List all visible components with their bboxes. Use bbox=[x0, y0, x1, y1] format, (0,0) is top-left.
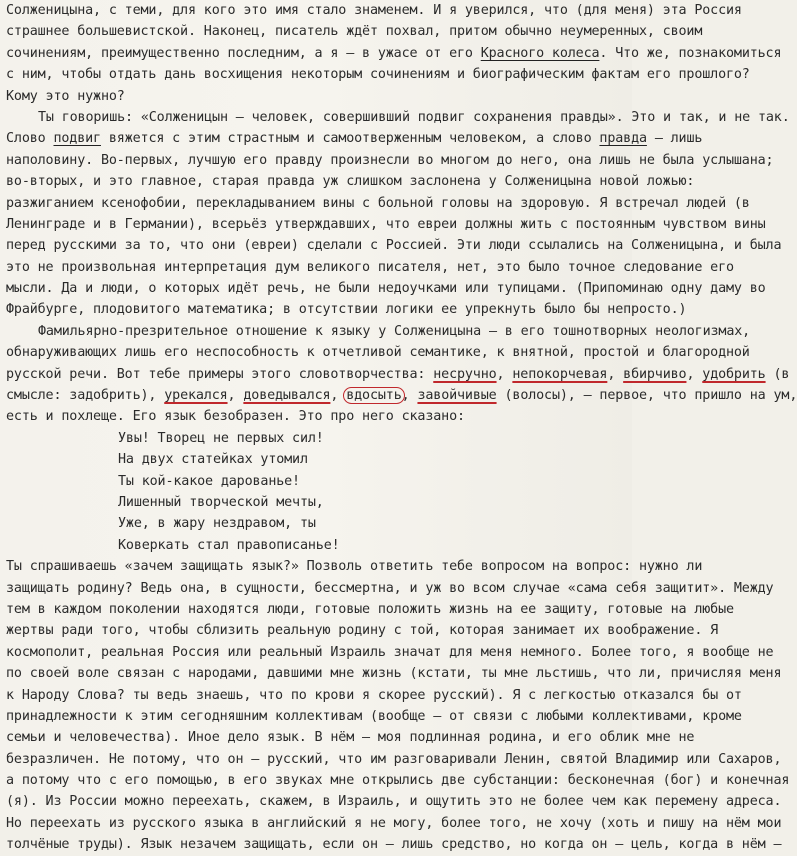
text-line: принадлежности к этим сегодняшним коллективам (вообще – от связи с любыми коллективами, кроме bbox=[6, 708, 742, 724]
text-line: Слово подвиг вяжется с этим страстным и самоотверженным человеком, а слово правда – лишь bbox=[6, 131, 703, 147]
text-line: мысли. Да и люди, о которых идёт речь, не были недоучками или тупицами. (Припоминаю одну даму во bbox=[6, 281, 766, 297]
text-line: это не произвольная интерпретация дум великого писателя, нет, это было точное следование его bbox=[6, 259, 734, 275]
text-line: Ты спрашиваешь «зачем защищать язык?» Позволь ответить тебе вопросом на вопрос: нужно ли bbox=[6, 559, 703, 575]
text-line: во-вторых, и это главное, старая правда уж слишком заслонена у Солженицына новой ложью: bbox=[6, 174, 695, 190]
text-line: Фамильярно-презрительное отношение к языку у Солженицына – в его тошнотворных неологизмах, bbox=[38, 323, 751, 339]
verse-line: Увы! Творец не первых сил! bbox=[118, 430, 324, 446]
text-line: наполовину. Во-первых, лучшую его правду произнесли во многом до него, она лишь не была услышана; bbox=[6, 152, 774, 168]
text-line: Но переехать из русского языка в английский я не могу, более того, не хочу (хоть и пишу на нём мои bbox=[6, 815, 782, 831]
text-line: с ним, чтобы отдать дань восхищения некоторым сочинениям и биографическим фактам его прошлого? bbox=[6, 67, 750, 83]
underlined-title-red-wheel: Красного колеса bbox=[480, 45, 600, 61]
text-line: к Народу Слова? ты ведь знаешь, что по крови я скорее русский). Я с легкостью отказался бы от bbox=[6, 687, 742, 703]
text-line: семьи и человечества). Иное дело язык. В нём – моя подлинная родина, и его облик мне не bbox=[6, 730, 695, 746]
text-line: Ты говоришь: «Солженицын – человек, совершивший подвиг сохранения правды». Это и так, и не так. bbox=[38, 109, 790, 125]
text-line: Солженицына, с теми, для кого это имя стало знаменем. И я уверился, что (для меня) эта Россия bbox=[6, 3, 742, 18]
text-line: (я). Из России можно переехать, скажем, в Израиль, и ощутить это не более чем как перемену адреса. bbox=[6, 794, 782, 810]
red-underlined-word: доведывался bbox=[243, 388, 331, 404]
underlined-word-pravda: правда bbox=[599, 131, 647, 147]
text-line: космополит, реальная Россия или реальный Израиль значат для меня немного. Более того, я вообще не bbox=[6, 644, 774, 660]
text-line: страшнее большевистской. Наконец, писатель ждёт похвал, притом обычно неумеренных, своим bbox=[6, 24, 703, 40]
verse-line: Лишенный творческой мечты, bbox=[118, 494, 324, 510]
text-line: а потому что с его помощью, в его звуках мне открылись две субстанции: бесконечная (бог) и конечная bbox=[6, 773, 790, 789]
text-line: перед русскими за то, что они (евреи) сделали с Россией. Эти люди ссылались на Солженицына, и была bbox=[6, 238, 782, 254]
text-line: защищать родину? Ведь она, в сущности, бессмертна, и уж во всом случае «сама себя защитит». Между bbox=[6, 580, 774, 596]
text-line: русской речи. Вот тебе примеры этого словотворчества: несручно, непокорчевая, вбирчиво, удобрить (в bbox=[6, 366, 790, 382]
paragraph-3 bbox=[6, 321, 797, 428]
text-line: толчёные труды). Язык незачем защищать, если он – лишь средство, но когда он – цель, когда в нём – bbox=[6, 837, 782, 853]
red-circled-word: вдосыть bbox=[343, 387, 404, 404]
verse-quote bbox=[6, 428, 622, 556]
text-line: сочинениям, преимущественно последним, а я – в ужасе от его Красного колеса. Что же, познакомиться bbox=[6, 45, 782, 61]
red-underlined-word: вбирчиво bbox=[623, 366, 687, 382]
red-underlined-word: несручно bbox=[433, 366, 497, 382]
underlined-word-podvig: подвиг bbox=[53, 131, 101, 147]
text-line: по своей воле связан с народами, давшими мне жизнь (кстати, ты мне льстишь, что ли, причисляя меня bbox=[6, 666, 782, 682]
text-line: Ленинграде и в Германии), всерьёз утверждавших, что евреи должны жить с постоянным чувством вины bbox=[6, 216, 766, 232]
paragraph-2 bbox=[6, 107, 790, 321]
verse-line: Коверкать стал правописанье! bbox=[118, 537, 340, 553]
verse-line: Ты кой-какое дарованье! bbox=[118, 473, 300, 489]
text-line: смысле: задобрить), урекался, доведывался, вдосыть, завойчивые (волосы), – первое, что пришло на ум, bbox=[6, 388, 797, 404]
text-line: разжиганием ксенофобии, перекладыванием вины с больной головы на здоровую. Я встречал людей (в bbox=[6, 195, 750, 211]
text-line: тем в каждом поколении находятся люди, готовые положить жизнь на ее защиту, готовые на любые bbox=[6, 601, 734, 617]
paragraph-1 bbox=[6, 0, 782, 107]
verse-line: Уже, в жару нездравом, ты bbox=[118, 516, 316, 532]
text-line: есть и похлеще. Его язык безобразен. Это про него сказано: bbox=[6, 409, 465, 425]
red-underlined-word: удобрить bbox=[702, 366, 766, 382]
red-underlined-word: завойчивые bbox=[417, 388, 497, 404]
red-underlined-word: непокорчевая bbox=[512, 366, 608, 382]
text-line: безразличен. Не потому, что он – русский, что им разговаривали Ленин, святой Владимир или Сахаров, bbox=[6, 751, 782, 767]
text-line: обнаруживающих лишь его неспособность к отчетливой семантике, к внятной, простой и благородной bbox=[6, 345, 750, 361]
text-line: Фрайбурге, плодовитого математика; в отсутствии логики ее упрекнуть было бы непросто.) bbox=[6, 302, 687, 318]
red-underlined-word: урекался bbox=[164, 388, 228, 404]
text-line: жертвы ради того, чтобы сблизить реальную родину с той, которая занимает их воображение. Я bbox=[6, 623, 719, 639]
text-line: Кому это нужно? bbox=[6, 88, 125, 104]
paragraph-4 bbox=[6, 556, 790, 855]
verse-line: На двух статейках утомил bbox=[118, 452, 308, 468]
